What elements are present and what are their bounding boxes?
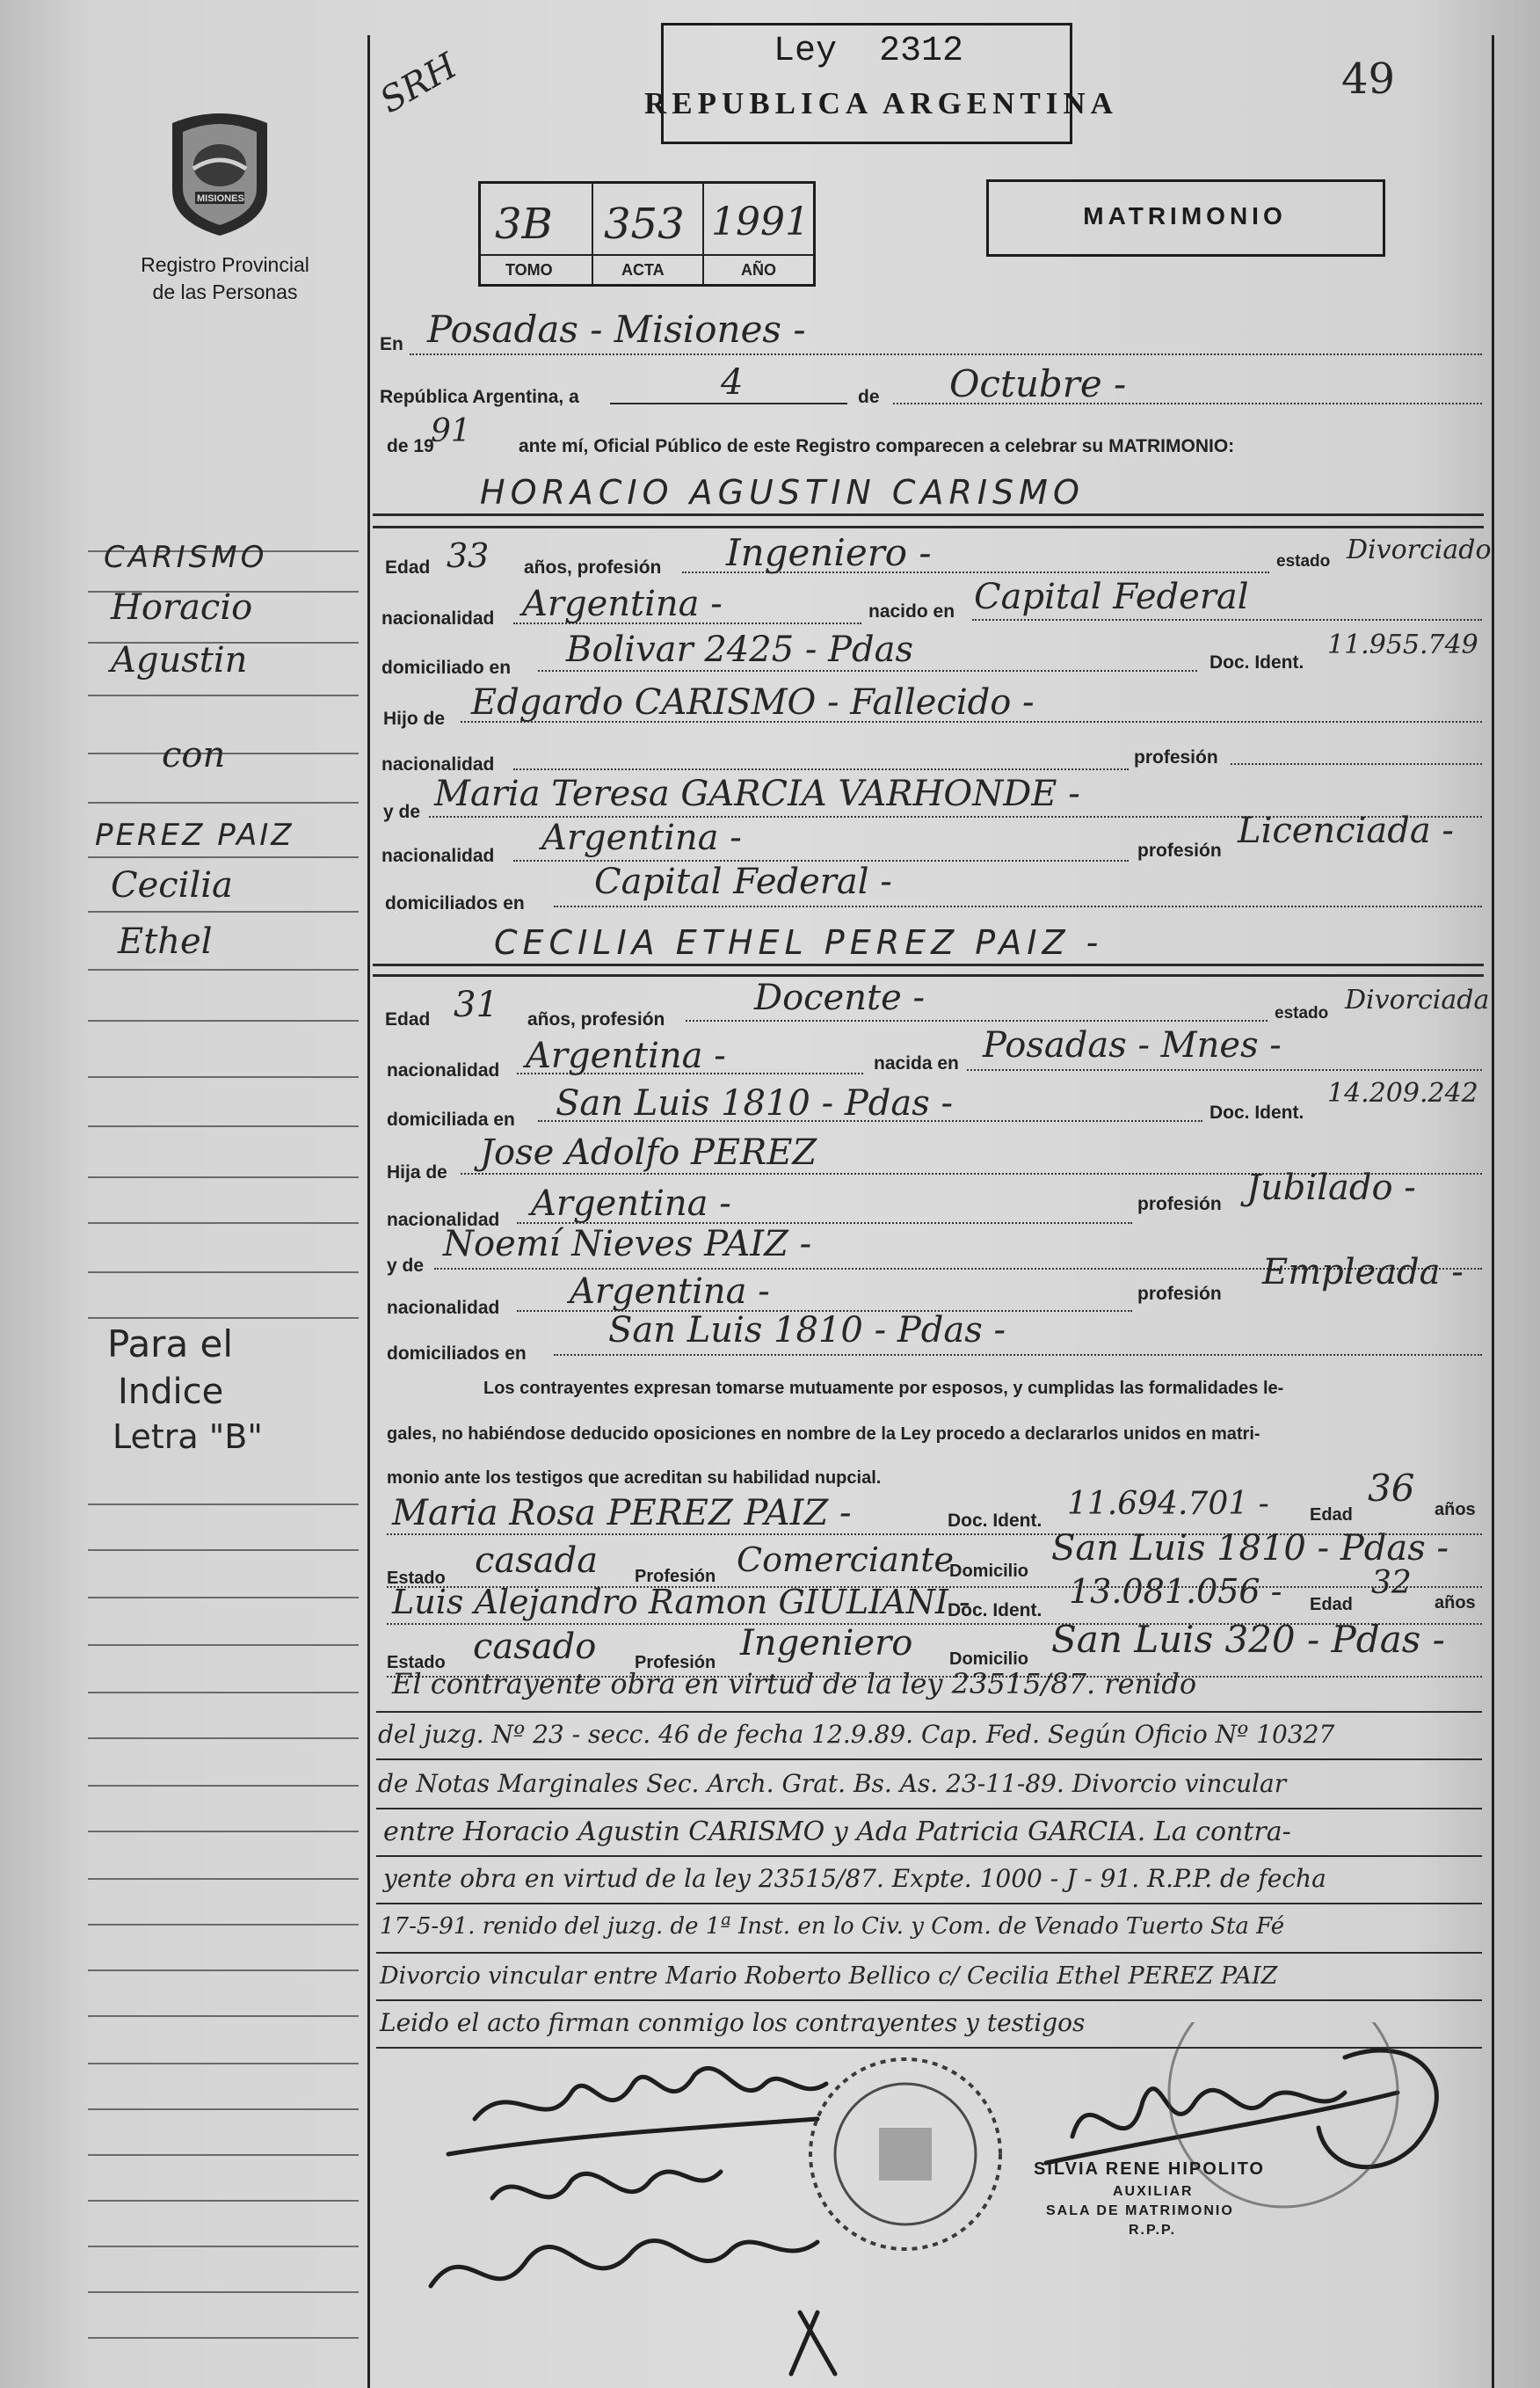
witness1-name: Maria Rosa PEREZ PAIZ - [392, 1493, 852, 1533]
note-line-7: Divorcio vincular entre Mario Roberto Bellico c/ Cecilia Ethel PEREZ PAIZ [380, 1962, 1278, 1990]
witness1-doc-label: Doc. Ident. [948, 1511, 1042, 1531]
record-type-label: MATRIMONIO [1083, 202, 1287, 229]
tomo-label: TOMO [505, 261, 553, 279]
bride-padre-prof: Jubilado - [1246, 1168, 1416, 1208]
witness2-name: Luis Alejandro Ramon GIULIANI - [392, 1583, 970, 1621]
witness2-doc-label: Doc. Ident. [948, 1600, 1042, 1620]
bride-padre-nac-label: nacionalidad [387, 1210, 500, 1230]
margin-groom-surname: CARISMO [104, 540, 268, 575]
witness2-edad: 32 [1371, 1565, 1412, 1601]
bride-madre-nac-label: nacionalidad [387, 1298, 500, 1318]
bride-estado: Divorciada [1345, 985, 1490, 1016]
groom-domicilio-label: domiciliado en [381, 658, 512, 678]
bride-hija-label: Hija de [387, 1162, 447, 1183]
bride-doc: 14.209.242 [1327, 1078, 1478, 1109]
official-office-2: R.P.P. [1129, 2223, 1177, 2238]
official-title: AUXILIAR [1113, 2184, 1194, 2199]
groom-nacionalidad: Argentina - [522, 584, 723, 624]
anio-value: 1991 [711, 200, 810, 244]
margin-groom-given-2: Agustin [111, 640, 248, 681]
day-value: 4 [721, 362, 744, 403]
witness2-domicilio: San Luis 320 - Pdas - [1051, 1618, 1445, 1661]
bride-doc-label: Doc. Ident. [1209, 1103, 1304, 1123]
witness1-estado-label: Estado [387, 1569, 446, 1588]
en-label: En [380, 334, 403, 354]
groom-nacido-en: Capital Federal [974, 577, 1249, 617]
acta-label: ACTA [621, 261, 665, 279]
margin-index-note-2: Indice [118, 1372, 224, 1412]
tomo-value: 3B [495, 200, 553, 249]
groom-anos-profesion-label: años, profesión [524, 557, 662, 578]
bride-anos-profesion-label: años, profesión [527, 1009, 665, 1030]
groom-edad: 33 [447, 536, 490, 575]
record-number-table [478, 181, 816, 287]
groom-doc: 11.955.749 [1327, 630, 1478, 660]
note-line-8: Leido el acto firman conmigo los contrayentes y testigos [380, 2008, 1086, 2037]
groom-madre-nac-label: nacionalidad [381, 846, 495, 866]
witness1-profesion: Comerciante [737, 1540, 954, 1579]
declaration-line-2: gales, no habiéndose deducido oposiciones en nombre de la Ley procedo a declararlos unidos en matri- [387, 1424, 1260, 1444]
groom-padre-prof-label: profesión [1134, 747, 1218, 768]
bride-full-name: CECILIA ETHEL PEREZ PAIZ - [494, 923, 1104, 962]
groom-madre-prof: Licenciada - [1238, 811, 1454, 851]
bride-madre-nac: Argentina - [570, 1271, 770, 1312]
right-border [1492, 35, 1494, 2388]
groom-padres-dom-label: domiciliados en [385, 893, 525, 914]
groom-domicilio: Bolivar 2425 - Pdas [566, 630, 913, 670]
note-line-6: 17-5-91. renido del juzg. de 1ª Inst. en lo Civ. y Com. de Venado Tuerto Sta Fé [380, 1913, 1285, 1940]
witness2-profesion: Ingeniero [740, 1623, 913, 1664]
witness2-doc: 13.081.056 - [1069, 1572, 1282, 1611]
declaration-line-1: Los contrayentes expresan tomarse mutuamente por esposos, y cumplidas las formalidades le- [483, 1379, 1284, 1398]
groom-estado: Divorciado [1347, 535, 1492, 565]
witness2-estado: casado [473, 1627, 597, 1667]
margin-bride-given-2: Ethel [118, 921, 213, 962]
bride-domicilio: San Luis 1810 - Pdas - [556, 1083, 953, 1124]
groom-madre-nac: Argentina - [541, 818, 742, 858]
bride-madre: Noemí Nieves PAIZ - [443, 1224, 812, 1264]
year-value: 91 [431, 413, 471, 449]
signatures [378, 2022, 1486, 2383]
groom-full-name: HORACIO AGUSTIN CARISMO [480, 473, 1085, 512]
note-line-2: del juzg. Nº 23 - secc. 46 de fecha 12.9.89. Cap. Fed. Según Oficio Nº 10327 [378, 1720, 1335, 1749]
witness2-anos-label: años [1435, 1593, 1476, 1613]
margin-index-note-1: Para el [107, 1322, 234, 1365]
note-line-4: entre Horacio Agustin CARISMO y Ada Patricia GARCIA. La contra- [383, 1816, 1291, 1847]
witness1-edad-label: Edad [1310, 1505, 1353, 1525]
registry-seal [163, 104, 276, 237]
bride-padre-nac: Argentina - [531, 1183, 731, 1224]
groom-edad-label: Edad [385, 557, 431, 578]
witness2-edad-label: Edad [1310, 1595, 1353, 1614]
groom-hijo-label: Hijo de [383, 709, 446, 729]
groom-madre-prof-label: profesión [1137, 841, 1222, 861]
bride-nacionalidad: Argentina - [526, 1036, 726, 1076]
registry-name: Registro Provincial de las Personas [141, 253, 309, 303]
bride-padre-prof-label: profesión [1137, 1194, 1222, 1214]
year-prefix: de 19 [387, 436, 434, 456]
groom-padres-dom: Capital Federal - [594, 862, 892, 902]
bride-edad-label: Edad [385, 1009, 431, 1030]
official-name: SILVIA RENE HIPOLITO [1034, 2159, 1265, 2179]
note-line-5: yente obra en virtud de la ley 23515/87. Expte. 1000 - J - 91. R.P.P. de fecha [383, 1864, 1326, 1893]
ley-stamp-text: Ley 2312 [774, 32, 964, 71]
bride-domicilio-label: domiciliada en [387, 1110, 515, 1130]
witness1-profesion-label: Profesión [635, 1567, 716, 1586]
place-value: Posadas - Misiones - [427, 308, 806, 351]
witness2-estado-label: Estado [387, 1653, 446, 1672]
bride-y-de-label: y de [387, 1256, 425, 1276]
seal-label: MISIONES [197, 193, 244, 204]
month-value: Octubre - [949, 362, 1127, 405]
bride-nacida-en: Posadas - Mnes - [983, 1025, 1282, 1066]
witness2-domicilio-label: Domicilio [949, 1649, 1029, 1669]
groom-estado-label: estado [1276, 552, 1331, 571]
bride-madre-prof: Empleada - [1262, 1252, 1464, 1292]
de-label: de [858, 387, 880, 407]
bride-madre-prof-label: profesión [1137, 1284, 1222, 1304]
margin-bride-given-1: Cecilia [111, 865, 233, 906]
witness1-doc: 11.694.701 - [1067, 1486, 1269, 1522]
anio-label: AÑO [741, 261, 776, 279]
witness1-anos-label: años [1435, 1500, 1476, 1519]
republic-heading: REPUBLICA ARGENTINA [644, 86, 1118, 120]
left-column-divider [367, 35, 370, 2388]
bride-padre: Jose Adolfo PEREZ [480, 1132, 817, 1173]
groom-nacido-label: nacido en [868, 601, 955, 622]
bride-edad: 31 [454, 985, 498, 1025]
top-handwritten-note: SRH [373, 45, 464, 122]
intro-statement: ante mí, Oficial Público de este Registro comparecen a celebrar su MATRIMONIO: [519, 436, 1235, 456]
official-office: SALA DE MATRIMONIO [1046, 2203, 1234, 2218]
bride-padres-dom: San Luis 1810 - Pdas - [608, 1310, 1006, 1351]
declaration-line-3: monio ante los testigos que acreditan su habilidad nupcial. [387, 1468, 882, 1488]
witness1-domicilio: San Luis 1810 - Pdas - [1051, 1528, 1449, 1569]
page-number: 49 [1341, 55, 1396, 104]
margin-con: con [162, 735, 226, 775]
bride-profesion: Docente - [754, 978, 925, 1018]
groom-doc-label: Doc. Ident. [1209, 652, 1304, 673]
note-line-3: de Notas Marginales Sec. Arch. Grat. Bs. As. 23-11-89. Divorcio vincular [378, 1769, 1287, 1798]
bride-nacida-label: nacida en [874, 1053, 959, 1074]
acta-value: 353 [604, 200, 685, 249]
bride-padres-dom-label: domiciliados en [387, 1343, 527, 1364]
margin-index-note-3: Letra "B" [113, 1417, 263, 1456]
witness1-domicilio-label: Domicilio [949, 1562, 1029, 1581]
witness1-estado: casada [475, 1540, 599, 1581]
groom-madre: Maria Teresa GARCIA VARHONDE - [434, 774, 1080, 814]
margin-bride-surname: PEREZ PAIZ [95, 818, 294, 853]
groom-y-de-label: y de [383, 802, 421, 822]
groom-padre-nac-label: nacionalidad [381, 754, 495, 775]
witness1-edad: 36 [1368, 1467, 1415, 1510]
groom-profesion: Ingeniero - [726, 531, 932, 574]
witness2-profesion-label: Profesión [635, 1653, 716, 1672]
bride-nacionalidad-label: nacionalidad [387, 1060, 500, 1081]
margin-groom-given-1: Horacio [111, 587, 253, 628]
groom-nacionalidad-label: nacionalidad [381, 608, 495, 629]
groom-padre: Edgardo CARISMO - Fallecido - [471, 682, 1035, 723]
bride-estado-label: estado [1275, 1004, 1329, 1023]
note-line-1: El contrayente obra en virtud de la ley 23515/87. renido [392, 1667, 1197, 1700]
country-label: República Argentina, a [380, 387, 579, 407]
